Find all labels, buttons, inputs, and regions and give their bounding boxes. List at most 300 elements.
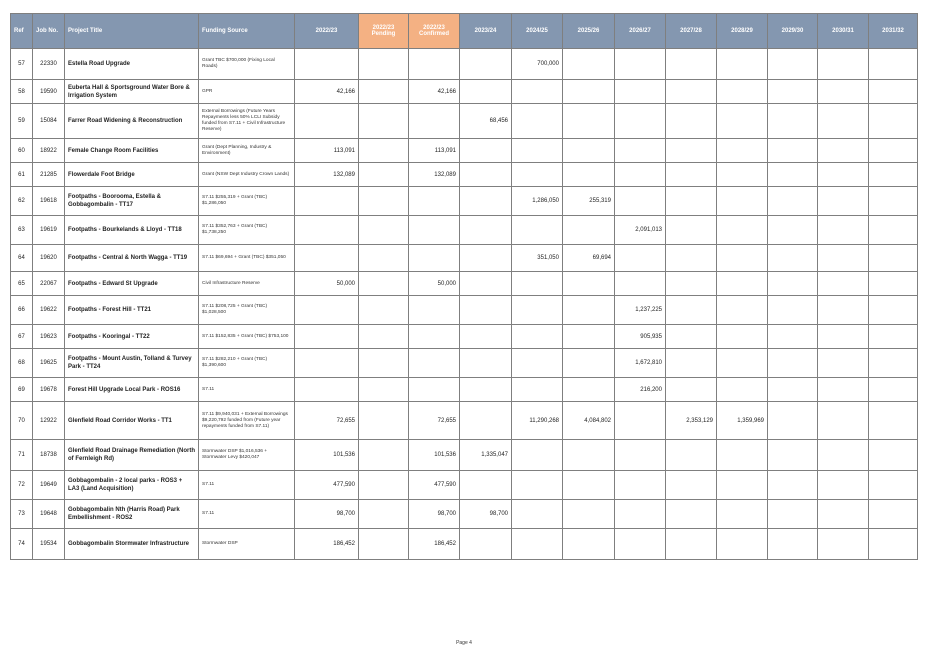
amount-cell xyxy=(359,296,409,325)
amount-cell xyxy=(869,104,918,139)
ref-cell: 60 xyxy=(11,139,33,163)
amount-cell xyxy=(295,245,359,272)
amount-cell xyxy=(563,272,615,296)
amount-cell xyxy=(869,80,918,104)
job-no-cell: 18922 xyxy=(33,139,65,163)
amount-cell: 1,359,969 xyxy=(717,402,768,440)
table-row xyxy=(11,325,918,349)
amount-cell xyxy=(818,216,869,245)
amount-cell xyxy=(460,296,512,325)
funding-source-cell: Grant (Dept Planning, Industry & Environment) xyxy=(199,139,295,163)
amount-cell: 98,700 xyxy=(460,500,512,529)
amount-cell: 98,700 xyxy=(295,500,359,529)
amount-cell xyxy=(818,163,869,187)
amount-cell xyxy=(768,216,818,245)
amount-cell xyxy=(666,272,717,296)
amount-cell: 68,456 xyxy=(460,104,512,139)
header-2022-23: 2022/23 xyxy=(295,14,359,49)
amount-cell xyxy=(615,80,666,104)
amount-cell xyxy=(359,139,409,163)
ref-cell: 69 xyxy=(11,378,33,402)
amount-cell xyxy=(460,349,512,378)
amount-cell xyxy=(615,471,666,500)
amount-cell xyxy=(768,349,818,378)
amount-cell xyxy=(409,216,460,245)
amount-cell: 2,353,129 xyxy=(666,402,717,440)
amount-cell xyxy=(512,139,563,163)
amount-cell xyxy=(717,80,768,104)
amount-cell xyxy=(717,272,768,296)
project-title-cell: Footpaths - Bourkelands & Lloyd - TT18 xyxy=(65,216,199,245)
amount-cell xyxy=(768,296,818,325)
amount-cell xyxy=(359,272,409,296)
job-no-cell: 12922 xyxy=(33,402,65,440)
amount-cell xyxy=(359,245,409,272)
amount-cell xyxy=(460,139,512,163)
amount-cell xyxy=(615,500,666,529)
ref-cell: 71 xyxy=(11,440,33,471)
amount-cell xyxy=(717,104,768,139)
amount-cell xyxy=(869,187,918,216)
amount-cell xyxy=(409,378,460,402)
amount-cell xyxy=(563,139,615,163)
table-row xyxy=(11,187,918,216)
table-row xyxy=(11,349,918,378)
amount-cell xyxy=(869,378,918,402)
amount-cell xyxy=(666,187,717,216)
amount-cell xyxy=(818,440,869,471)
amount-cell xyxy=(869,500,918,529)
amount-cell xyxy=(295,325,359,349)
amount-cell: 113,091 xyxy=(409,139,460,163)
funding-source-cell: S7.11 $255,319 + Grant (TBC) $1,286,050 xyxy=(199,187,295,216)
amount-cell xyxy=(512,104,563,139)
amount-cell xyxy=(768,163,818,187)
amount-cell xyxy=(359,529,409,560)
amount-cell xyxy=(409,296,460,325)
amount-cell xyxy=(563,471,615,500)
funding-source-cell: S7.11 $352,763 + Grant (TBC) $1,738,250 xyxy=(199,216,295,245)
project-title-cell: Glenfield Road Drainage Remediation (North of Fernleigh Rd) xyxy=(65,440,199,471)
funding-source-cell: Stormwater DSP $1,016,536 + Stormwater Levy $420,047 xyxy=(199,440,295,471)
funding-source-cell: S7.11 xyxy=(199,500,295,529)
header-2023-24: 2023/24 xyxy=(460,14,512,49)
project-title-cell: Female Change Room Facilities xyxy=(65,139,199,163)
amount-cell: 1,237,225 xyxy=(615,296,666,325)
amount-cell xyxy=(512,500,563,529)
amount-cell xyxy=(768,245,818,272)
amount-cell: 50,000 xyxy=(295,272,359,296)
amount-cell xyxy=(460,80,512,104)
amount-cell xyxy=(666,440,717,471)
amount-cell xyxy=(563,163,615,187)
header-2024-25: 2024/25 xyxy=(512,14,563,49)
amount-cell: 905,935 xyxy=(615,325,666,349)
table-row xyxy=(11,139,918,163)
job-no-cell: 15084 xyxy=(33,104,65,139)
job-no-cell: 19648 xyxy=(33,500,65,529)
amount-cell xyxy=(869,349,918,378)
amount-cell xyxy=(666,245,717,272)
table-row xyxy=(11,104,918,139)
amount-cell xyxy=(717,325,768,349)
header-2028-29: 2028/29 xyxy=(717,14,768,49)
amount-cell xyxy=(768,49,818,80)
funding-source-cell: External Borrowings (Future Years Repayments less 50% LCLI Subsidy funded from S7.11 + Civil Infrastructure Reserve) xyxy=(199,104,295,139)
ref-cell: 57 xyxy=(11,49,33,80)
header-2022-23-pending: 2022/23 Pending xyxy=(359,14,409,49)
job-no-cell: 19618 xyxy=(33,187,65,216)
amount-cell xyxy=(666,349,717,378)
amount-cell xyxy=(512,440,563,471)
amount-cell xyxy=(563,216,615,245)
project-title-cell: Gobbagombalin Nth (Harris Road) Park Embellishment - ROS2 xyxy=(65,500,199,529)
amount-cell xyxy=(460,529,512,560)
amount-cell xyxy=(768,440,818,471)
amount-cell xyxy=(818,325,869,349)
amount-cell xyxy=(295,349,359,378)
amount-cell xyxy=(359,378,409,402)
amount-cell xyxy=(359,216,409,245)
amount-cell: 4,084,802 xyxy=(563,402,615,440)
amount-cell: 42,166 xyxy=(295,80,359,104)
amount-cell xyxy=(768,500,818,529)
job-no-cell: 19649 xyxy=(33,471,65,500)
amount-cell xyxy=(768,529,818,560)
amount-cell xyxy=(615,402,666,440)
funding-source-cell: Civil Infrastructure Reserve xyxy=(199,272,295,296)
amount-cell xyxy=(359,500,409,529)
amount-cell xyxy=(295,187,359,216)
amount-cell xyxy=(666,216,717,245)
amount-cell xyxy=(768,139,818,163)
amount-cell: 11,290,268 xyxy=(512,402,563,440)
amount-cell xyxy=(818,296,869,325)
amount-cell xyxy=(460,402,512,440)
amount-cell xyxy=(409,325,460,349)
ref-cell: 73 xyxy=(11,500,33,529)
amount-cell xyxy=(615,49,666,80)
amount-cell xyxy=(717,163,768,187)
header-2022-23-confirmed: 2022/23 Confirmed xyxy=(409,14,460,49)
amount-cell xyxy=(460,163,512,187)
job-no-cell: 22330 xyxy=(33,49,65,80)
amount-cell xyxy=(615,529,666,560)
amount-cell xyxy=(818,349,869,378)
amount-cell: 72,655 xyxy=(295,402,359,440)
job-no-cell: 19623 xyxy=(33,325,65,349)
project-title-cell: Flowerdale Foot Bridge xyxy=(65,163,199,187)
ref-cell: 70 xyxy=(11,402,33,440)
header-job-no: Job No. xyxy=(33,14,65,49)
amount-cell xyxy=(460,187,512,216)
amount-cell xyxy=(563,325,615,349)
amount-cell xyxy=(818,402,869,440)
amount-cell xyxy=(359,402,409,440)
amount-cell xyxy=(666,49,717,80)
ref-cell: 67 xyxy=(11,325,33,349)
job-no-cell: 19678 xyxy=(33,378,65,402)
amount-cell xyxy=(563,440,615,471)
table-row xyxy=(11,296,918,325)
amount-cell xyxy=(615,187,666,216)
funding-source-cell: S7.11 $69,694 + Grant (TBC) $351,050 xyxy=(199,245,295,272)
amount-cell xyxy=(460,325,512,349)
amount-cell xyxy=(768,325,818,349)
ref-cell: 61 xyxy=(11,163,33,187)
funding-source-cell: Grant (NSW Dept Industry Crown Lands) xyxy=(199,163,295,187)
amount-cell xyxy=(717,440,768,471)
amount-cell xyxy=(563,529,615,560)
amount-cell xyxy=(768,187,818,216)
amount-cell xyxy=(460,245,512,272)
amount-cell xyxy=(717,139,768,163)
ref-cell: 64 xyxy=(11,245,33,272)
table-row xyxy=(11,402,918,440)
amount-cell xyxy=(409,245,460,272)
amount-cell xyxy=(717,296,768,325)
amount-cell xyxy=(359,163,409,187)
amount-cell xyxy=(869,139,918,163)
amount-cell xyxy=(818,471,869,500)
amount-cell xyxy=(359,325,409,349)
job-no-cell: 19534 xyxy=(33,529,65,560)
amount-cell xyxy=(563,500,615,529)
project-title-cell: Estella Road Upgrade xyxy=(65,49,199,80)
job-no-cell: 19622 xyxy=(33,296,65,325)
amount-cell xyxy=(615,163,666,187)
amount-cell xyxy=(768,471,818,500)
ref-cell: 66 xyxy=(11,296,33,325)
amount-cell: 186,452 xyxy=(409,529,460,560)
amount-cell: 1,672,810 xyxy=(615,349,666,378)
amount-cell xyxy=(869,272,918,296)
table-row xyxy=(11,272,918,296)
funding-source-cell: S7.11 $208,725 + Grant (TBC) $1,028,500 xyxy=(199,296,295,325)
amount-cell xyxy=(409,187,460,216)
table-row xyxy=(11,440,918,471)
amount-cell xyxy=(717,529,768,560)
header-row xyxy=(11,14,918,49)
amount-cell xyxy=(295,49,359,80)
amount-cell xyxy=(666,104,717,139)
amount-cell xyxy=(295,296,359,325)
header-ref: Ref xyxy=(11,14,33,49)
ref-cell: 65 xyxy=(11,272,33,296)
amount-cell: 186,452 xyxy=(295,529,359,560)
amount-cell xyxy=(818,80,869,104)
amount-cell xyxy=(359,80,409,104)
project-title-cell: Footpaths - Mount Austin, Tolland & Turvey Park - TT24 xyxy=(65,349,199,378)
project-title-cell: Glenfield Road Corridor Works - TT1 xyxy=(65,402,199,440)
funding-source-cell: Stormwater DSP xyxy=(199,529,295,560)
amount-cell xyxy=(666,80,717,104)
amount-cell: 477,590 xyxy=(409,471,460,500)
amount-cell xyxy=(295,104,359,139)
amount-cell xyxy=(666,471,717,500)
amount-cell: 42,166 xyxy=(409,80,460,104)
table-body xyxy=(11,49,918,560)
capital-works-table xyxy=(10,13,918,560)
header-project-title: Project Title xyxy=(65,14,199,49)
amount-cell: 1,286,050 xyxy=(512,187,563,216)
amount-cell: 700,000 xyxy=(512,49,563,80)
amount-cell xyxy=(615,245,666,272)
ref-cell: 72 xyxy=(11,471,33,500)
project-title-cell: Forest Hill Upgrade Local Park - ROS16 xyxy=(65,378,199,402)
amount-cell xyxy=(666,296,717,325)
amount-cell xyxy=(666,139,717,163)
amount-cell xyxy=(295,216,359,245)
job-no-cell: 19620 xyxy=(33,245,65,272)
table-row xyxy=(11,216,918,245)
header-2030-31: 2030/31 xyxy=(818,14,869,49)
ref-cell: 68 xyxy=(11,349,33,378)
amount-cell: 351,050 xyxy=(512,245,563,272)
amount-cell xyxy=(359,104,409,139)
amount-cell xyxy=(717,500,768,529)
amount-cell xyxy=(818,378,869,402)
amount-cell xyxy=(615,104,666,139)
amount-cell xyxy=(717,216,768,245)
amount-cell xyxy=(818,272,869,296)
project-title-cell: Footpaths - Central & North Wagga - TT19 xyxy=(65,245,199,272)
amount-cell xyxy=(869,402,918,440)
amount-cell xyxy=(359,349,409,378)
project-title-cell: Euberta Hall & Sportsground Water Bore & Irrigation System xyxy=(65,80,199,104)
amount-cell xyxy=(615,440,666,471)
header-2026-27: 2026/27 xyxy=(615,14,666,49)
project-title-cell: Footpaths - Edward St Upgrade xyxy=(65,272,199,296)
amount-cell xyxy=(359,187,409,216)
job-no-cell: 22067 xyxy=(33,272,65,296)
table-row xyxy=(11,500,918,529)
amount-cell xyxy=(869,163,918,187)
funding-source-cell: S7.11 $282,210 + Grant (TBC) $1,390,600 xyxy=(199,349,295,378)
funding-source-cell: S7.11 xyxy=(199,471,295,500)
amount-cell: 101,536 xyxy=(295,440,359,471)
amount-cell xyxy=(460,471,512,500)
project-title-cell: Farrer Road Widening & Reconstruction xyxy=(65,104,199,139)
project-title-cell: Gobbagombalin Stormwater Infrastructure xyxy=(65,529,199,560)
amount-cell xyxy=(818,500,869,529)
amount-cell xyxy=(869,471,918,500)
amount-cell xyxy=(818,49,869,80)
table-row xyxy=(11,471,918,500)
amount-cell xyxy=(409,349,460,378)
header-2025-26: 2025/26 xyxy=(563,14,615,49)
amount-cell xyxy=(717,49,768,80)
amount-cell xyxy=(869,440,918,471)
amount-cell xyxy=(717,187,768,216)
amount-cell xyxy=(615,139,666,163)
funding-source-cell: S7.11 $152,835 + Grant (TBC) $753,100 xyxy=(199,325,295,349)
amount-cell xyxy=(512,272,563,296)
amount-cell xyxy=(512,296,563,325)
amount-cell: 2,091,013 xyxy=(615,216,666,245)
amount-cell xyxy=(512,80,563,104)
amount-cell xyxy=(818,529,869,560)
amount-cell xyxy=(563,296,615,325)
amount-cell xyxy=(869,296,918,325)
amount-cell xyxy=(563,80,615,104)
funding-source-cell: Grant TBC $700,000 (Fixing Local Roads) xyxy=(199,49,295,80)
table-row xyxy=(11,529,918,560)
amount-cell: 113,091 xyxy=(295,139,359,163)
amount-cell xyxy=(460,216,512,245)
amount-cell: 132,089 xyxy=(409,163,460,187)
amount-cell xyxy=(512,471,563,500)
amount-cell xyxy=(818,104,869,139)
table-row xyxy=(11,245,918,272)
header-funding-source: Funding Source xyxy=(199,14,295,49)
amount-cell: 101,536 xyxy=(409,440,460,471)
job-no-cell: 19590 xyxy=(33,80,65,104)
amount-cell xyxy=(409,104,460,139)
amount-cell xyxy=(563,378,615,402)
amount-cell xyxy=(768,104,818,139)
amount-cell xyxy=(818,245,869,272)
header-2031-32: 2031/32 xyxy=(869,14,918,49)
job-no-cell: 18738 xyxy=(33,440,65,471)
amount-cell xyxy=(512,163,563,187)
amount-cell: 69,694 xyxy=(563,245,615,272)
amount-cell xyxy=(818,187,869,216)
amount-cell xyxy=(768,402,818,440)
amount-cell xyxy=(818,139,869,163)
amount-cell xyxy=(359,471,409,500)
funding-source-cell: GPR xyxy=(199,80,295,104)
amount-cell xyxy=(359,49,409,80)
amount-cell xyxy=(512,529,563,560)
project-title-cell: Footpaths - Forest Hill - TT21 xyxy=(65,296,199,325)
amount-cell xyxy=(869,325,918,349)
header-2027-28: 2027/28 xyxy=(666,14,717,49)
table-row xyxy=(11,163,918,187)
amount-cell xyxy=(460,378,512,402)
table-row xyxy=(11,49,918,80)
amount-cell xyxy=(563,349,615,378)
amount-cell xyxy=(666,163,717,187)
amount-cell xyxy=(768,378,818,402)
amount-cell xyxy=(563,49,615,80)
amount-cell xyxy=(869,216,918,245)
amount-cell xyxy=(512,325,563,349)
ref-cell: 58 xyxy=(11,80,33,104)
job-no-cell: 21285 xyxy=(33,163,65,187)
amount-cell xyxy=(869,49,918,80)
funding-source-cell: S7.11 xyxy=(199,378,295,402)
job-no-cell: 19625 xyxy=(33,349,65,378)
ref-cell: 63 xyxy=(11,216,33,245)
amount-cell xyxy=(869,529,918,560)
amount-cell xyxy=(615,272,666,296)
amount-cell: 216,200 xyxy=(615,378,666,402)
header-2029-30: 2029/30 xyxy=(768,14,818,49)
amount-cell: 132,089 xyxy=(295,163,359,187)
amount-cell: 477,590 xyxy=(295,471,359,500)
project-title-cell: Footpaths - Kooringal - TT22 xyxy=(65,325,199,349)
amount-cell xyxy=(717,471,768,500)
amount-cell xyxy=(666,325,717,349)
amount-cell xyxy=(409,49,460,80)
amount-cell xyxy=(717,349,768,378)
ref-cell: 74 xyxy=(11,529,33,560)
amount-cell xyxy=(666,378,717,402)
amount-cell: 255,319 xyxy=(563,187,615,216)
amount-cell: 1,335,047 xyxy=(460,440,512,471)
amount-cell xyxy=(869,245,918,272)
